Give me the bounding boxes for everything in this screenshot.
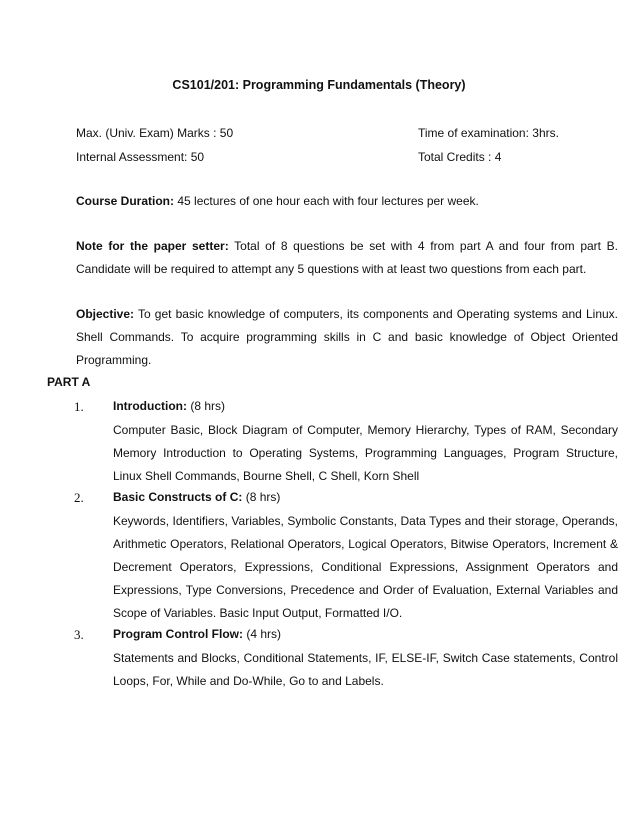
objective-label: Objective: — [76, 307, 135, 321]
setter-note-label: Note for the paper setter: — [76, 239, 229, 253]
item-title: Program Control Flow: — [113, 627, 243, 641]
item-number: 3. — [74, 627, 84, 642]
item-number: 1. — [74, 399, 84, 414]
exam-time: Time of examination: 3hrs. — [418, 126, 559, 140]
item-body: Computer Basic, Block Diagram of Computer, Memory Hierarchy, Types of RAM, Secondary Memory Introduction to Operating Systems, Programming Languages, Program Structure, Linux Shell Commands, Bourne Shell, C Shell, Korn Shell — [113, 423, 618, 483]
course-duration-label: Course Duration: — [76, 194, 175, 208]
item-hours: (8 hrs) — [186, 399, 225, 413]
part-a-heading: PART A — [47, 375, 91, 389]
internal-assessment: Internal Assessment: 50 — [76, 150, 205, 164]
objective — [76, 303, 618, 372]
item-title: Basic Constructs of C: — [113, 490, 243, 504]
course-duration — [76, 190, 618, 213]
total-credits: Total Credits : 4 — [418, 150, 502, 164]
course-duration-text: 45 lectures of one hour each with four lectures per week. — [174, 194, 479, 208]
item-title: Introduction: — [113, 399, 187, 413]
item-heading — [113, 627, 281, 641]
page-title: CS101/201: Programming Fundamentals (Theory) — [172, 78, 466, 92]
max-marks: Max. (Univ. Exam) Marks : 50 — [76, 126, 234, 140]
setter-note — [76, 235, 618, 281]
item-number: 2. — [74, 490, 84, 505]
objective-text: To get basic knowledge of computers, its components and Operating systems and Linux. Shell Commands. To acquire programming skills in C and basic knowledge of Object Oriented Programming. — [76, 307, 618, 367]
item-heading — [113, 399, 225, 413]
item-body: Keywords, Identifiers, Variables, Symbolic Constants, Data Types and their storage, Operands, Arithmetic Operators, Relational Operators, Logical Operators, Bitwise Operators, Increment & Decrement Operators, Expressions, Conditional Expressions, Assignment Operators and Expressions, Type Conversions, Precedence and Order of Evaluation, External Variables and Scope of Variables. Basic Input Output, Formatted I/O. — [113, 514, 618, 620]
setter-note-text: Total of 8 questions be set with 4 from part A and four from part B. Candidate will be required to attempt any 5 questions with at least two questions from each part. — [76, 239, 619, 276]
item-hours: (8 hrs) — [242, 490, 281, 504]
item-hours: (4 hrs) — [243, 627, 282, 641]
item-heading — [113, 490, 280, 504]
item-body: Statements and Blocks, Conditional Statements, IF, ELSE-IF, Switch Case statements, Control Loops, For, While and Do-While, Go to and Labels. — [113, 651, 618, 688]
